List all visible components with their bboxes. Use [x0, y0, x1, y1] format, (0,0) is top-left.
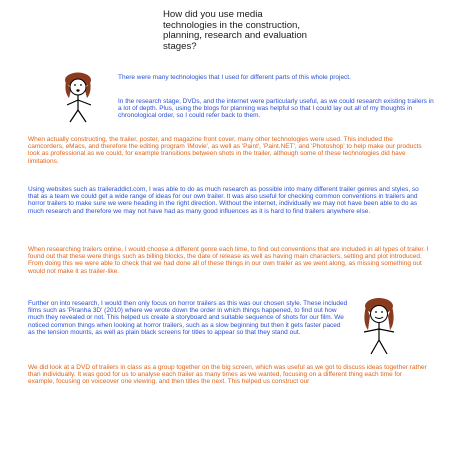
- paragraph-construction: When actually constructing, the trailer, poster, and magazine front cover, many other technologies were used. This included the camcorders, eMacs, and therefore the editing program 'iMovie', as well as 'Paint', 'Paint.NET', and 'Photoshop' to help make our products look as professional as we could, for example transitions between shots in the trailer, although some of these technologies did have limitations.: [28, 136, 422, 165]
- paragraph-horror-trailers: Further on into research, I would then only focus on horror trailers as this was our chosen style. These included films such as 'Piranha 3D' (2010) where we wrote down the order in which things happened, to find out how much they revealed or not. This helped us create a storyboard and suitable sequence of shots for our film. We noticed common things when looking at horror trailers, such as a slow beginning but then it gets faster paced as the tension mounts, as well as plain black screens for titles to appear so that they stand out.: [28, 300, 348, 336]
- paragraph-websites: Using websites such as traileraddict.com, I was able to do as much research as possible into many different trailer genres and styles, so that as a team we could get a wide range of ideas for our own trailer. It was also useful for checking common conventions in trailers and horror trailers to make sure we were heading in the right direction. Without the internet, individually we may not have been able to do as much research and therefore we may not have had as many good influences as it is hard to find trailers anywhere else.: [28, 186, 419, 215]
- stick-figure-girl-icon: [354, 298, 408, 356]
- paragraph-intro: There were many technologies that I used for different parts of this whole project.: [118, 74, 351, 81]
- paragraph-researching-trailers: When researching trailers online, I would choose a different genre each time, to find out conventions that are included in all types of trailer. I found out that these were things such as billing blocks, the date of release as well as having main characters, setting and plot introduced. From doing this we were able to check that we had done all of these things in our own trailer as we went along, as missing something out would not make it as trailer-like.: [28, 246, 429, 275]
- paragraph-research-stage: In the research stage, DVDs, and the internet were particularly useful, as we could research existing trailers in a lot of depth. Plus, using the blogs for planning was helpful so that I could lay out all of my thoughts in chronological order, so I could refer back to them.: [118, 98, 434, 120]
- stick-figure-girl-icon: [58, 72, 110, 124]
- paragraph-dvd-trailers: We did look at a DVD of trailers in class as a group together on the big screen, which was useful as we got to discuss ideas together rather than individually. It was good for us to analyse each trailer as many times as we wanted, focusing on a different thing each time for example, focusing on voiceover one viewing, and then titles the next. This helped us construct our: [28, 364, 427, 386]
- page-title: How did you use media technologies in the construction, planning, research and evaluation stages?: [163, 9, 308, 52]
